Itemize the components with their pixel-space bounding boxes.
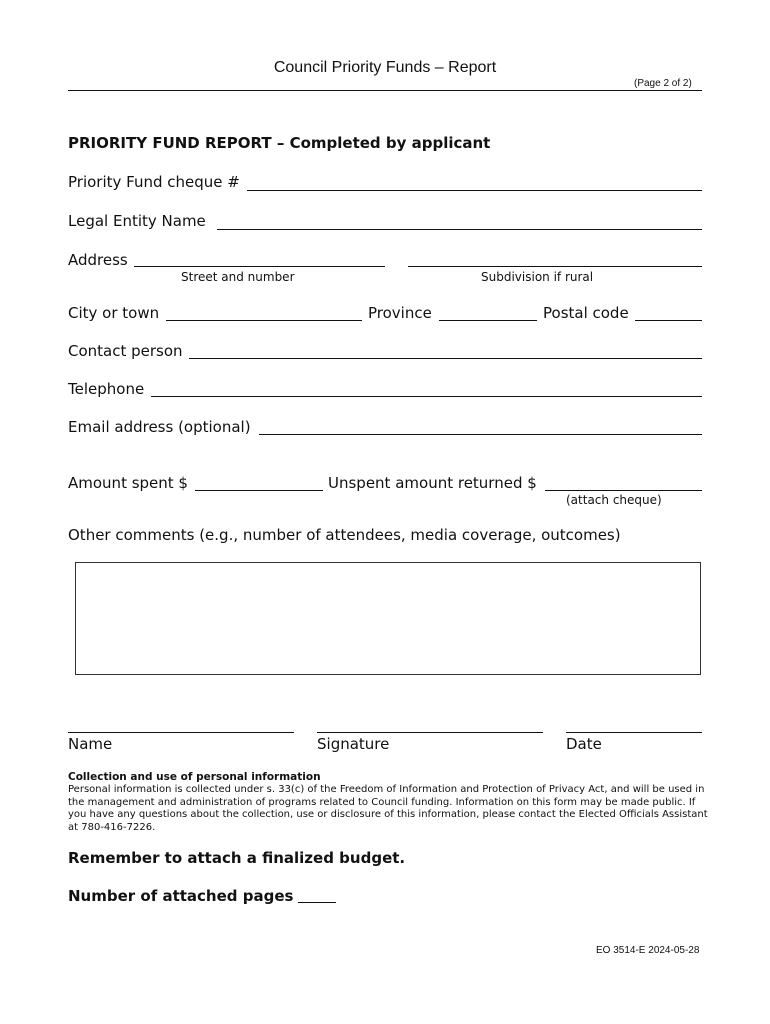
city-label: City or town <box>68 304 160 322</box>
postal-line <box>635 320 702 321</box>
legal-entity-input[interactable] <box>219 211 699 229</box>
postal-label: Postal code <box>543 304 629 322</box>
contact-input[interactable] <box>191 340 699 358</box>
attached-pages-input[interactable] <box>300 884 334 902</box>
telephone-line <box>151 396 702 397</box>
cheque-label: Priority Fund cheque # <box>68 173 240 191</box>
signature-line <box>317 732 543 733</box>
name-line <box>68 732 294 733</box>
legal-entity-line <box>217 229 702 230</box>
date-input[interactable] <box>568 713 700 731</box>
comments-label: Other comments (e.g., number of attendees, media coverage, outcomes) <box>68 526 621 544</box>
telephone-input[interactable] <box>153 378 699 396</box>
province-line <box>439 320 537 321</box>
name-input[interactable] <box>70 713 292 731</box>
privacy-heading: Collection and use of personal information <box>68 771 321 783</box>
privacy-text: Personal information is collected under s. 33(c) of the Freedom of Information and Protection of Privacy Act, and will be used in the management and administration of programs related to Council funding. Information on this form may be made public. If you have any questions about the collection, use or disclosure of this information, please contact the Elected Officials Assistant at 780-416-7226. <box>68 784 708 833</box>
budget-reminder: Remember to attach a finalized budget. <box>68 849 406 867</box>
street-line <box>134 266 385 267</box>
province-label: Province <box>368 304 432 322</box>
name-caption: Name <box>68 735 113 753</box>
form-title: Council Priority Funds – Report <box>273 59 497 76</box>
province-input[interactable] <box>441 302 535 320</box>
email-label: Email address (optional) <box>68 418 251 436</box>
amount-spent-label: Amount spent $ <box>68 474 188 492</box>
header-divider <box>68 90 702 91</box>
date-caption: Date <box>566 735 602 753</box>
email-input[interactable] <box>261 416 699 434</box>
attached-pages-line <box>298 902 336 903</box>
address-label: Address <box>68 251 128 269</box>
contact-line <box>189 358 702 359</box>
unspent-line <box>545 490 702 491</box>
unspent-label: Unspent amount returned $ <box>328 474 537 492</box>
attached-pages-label: Number of attached pages <box>68 887 294 905</box>
subdivision-input[interactable] <box>410 248 700 266</box>
page-number: (Page 2 of 2) <box>634 78 692 89</box>
subdivision-line <box>408 266 702 267</box>
street-hint: Street and number <box>181 270 295 284</box>
legal-entity-label: Legal Entity Name <box>68 212 206 230</box>
street-input[interactable] <box>136 248 382 266</box>
city-input[interactable] <box>168 302 360 320</box>
email-line <box>259 434 702 435</box>
amount-spent-line <box>195 490 323 491</box>
attach-cheque-note: (attach cheque) <box>566 493 662 507</box>
contact-label: Contact person <box>68 342 183 360</box>
telephone-label: Telephone <box>68 380 145 398</box>
postal-input[interactable] <box>637 302 700 320</box>
cheque-line <box>247 190 702 191</box>
city-line <box>166 320 362 321</box>
cheque-input[interactable] <box>249 172 699 190</box>
amount-spent-input[interactable] <box>197 472 321 490</box>
section-heading: PRIORITY FUND REPORT – Completed by applicant <box>68 134 491 152</box>
signature-caption: Signature <box>317 735 390 753</box>
unspent-input[interactable] <box>547 472 700 490</box>
date-line <box>566 732 702 733</box>
signature-input[interactable] <box>319 713 541 731</box>
subdivision-hint: Subdivision if rural <box>481 270 594 284</box>
comments-textarea[interactable] <box>75 562 701 675</box>
form-code: EO 3514-E 2024-05-28 <box>596 945 700 956</box>
